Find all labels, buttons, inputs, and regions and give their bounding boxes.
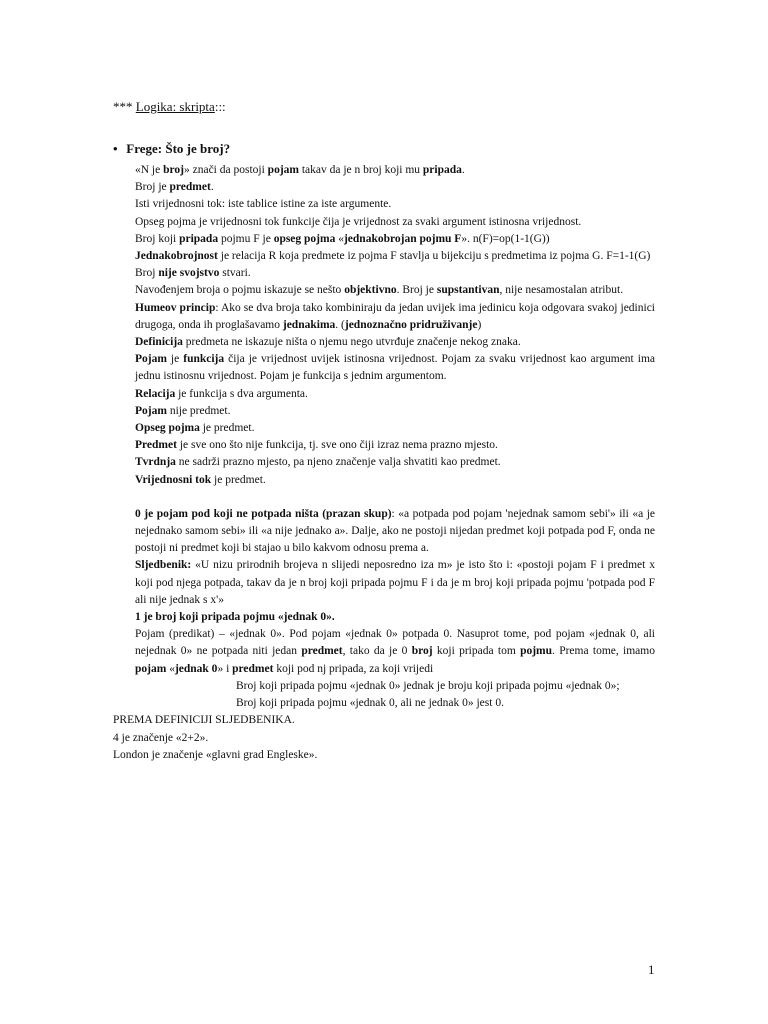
paragraph: Vrijednosni tok je predmet. — [135, 473, 266, 486]
indented-paragraph: Broj koji pripada pojmu «jednak 0, ali ne jednak 0» jest 0. — [236, 697, 504, 710]
bullet-icon: • — [113, 141, 118, 156]
paragraph: Opseg pojma je predmet. — [135, 422, 255, 435]
paragraph: Definicija predmeta ne iskazuje ništa o njemu nego utvrđuje značenje nekog znaka. — [135, 336, 521, 349]
paragraph: «N je broj» znači da postoji pojam takav da je n broj koji mu pripada. — [135, 164, 465, 176]
section-heading-text: Frege: Što je broj? — [126, 141, 231, 156]
paragraph: 0 je pojam pod koji ne potpada ništa (prazan skup): «a potpada pod pojam 'nejednak samom sebi'» ili «a je nejednako samom sebi» ili «a nije jednako a». Dalje, ako ne postoji nijedan predmet koji potpada pod F, onda ne postoji ni predmet koji bi stajao u bilo kakvom odnosu prema a. — [135, 507, 655, 555]
paragraph: Navođenjem broja o pojmu iskazuje se nešto objektivno. Broj je supstantivan, nije nesamostalan atribut. — [135, 284, 624, 297]
section-heading — [113, 140, 230, 157]
paragraph-spacer — [135, 489, 655, 506]
title-suffix: ::: — [214, 99, 226, 114]
paragraph: London je značenje «glavni grad Engleske». — [113, 748, 318, 761]
document-body — [113, 162, 655, 764]
paragraph: Pojam je funkcija čija je vrijednost uvijek istinosna vrijednost. Pojam za svaku vrijednost kao argument ima jednu istinosnu vrijednost. Pojam je funkcija s jednim argumentom. — [135, 353, 655, 383]
paragraph: Relacija je funkcija s dva argumenta. — [135, 387, 308, 400]
title-prefix: *** — [113, 99, 136, 114]
paragraph: Tvrdnja ne sadrži prazno mjesto, pa njeno značenje valja shvatiti kao predmet. — [135, 456, 501, 469]
paragraph: Broj nije svojstvo stvari. — [135, 267, 251, 280]
paragraph: PREMA DEFINICIJI SLJEDBENIKA. — [113, 714, 295, 727]
paragraph: Humeov princip: Ako se dva broja tako kombiniraju da jedan uvijek ima jedinicu koja odgovara svakoj jedinici drugoga, onda ih proglašavamo jednakima. (jednoznačno pridruživanje) — [135, 301, 655, 331]
paragraph: Predmet je sve ono što nije funkcija, tj. sve ono čiji izraz nema prazno mjesto. — [135, 439, 498, 452]
paragraph: 1 je broj koji pripada pojmu «jednak 0». — [135, 611, 335, 624]
page-number: 1 — [648, 962, 655, 977]
paragraph: Sljedbenik: «U nizu prirodnih brojeva n slijedi neposredno iza m» je isto što i: «postoji pojam F i predmet x koji pod njega potpada, takav da je n broj koji pripada pojmu F i da je m broj koji pripada pojmu 'potpada pod F ali nije jednak s x'» — [135, 559, 655, 606]
paragraph: Isti vrijednosni tok: iste tablice istine za iste argumente. — [135, 198, 392, 211]
title-text: Logika: skripta — [135, 99, 215, 114]
paragraph: Pojam nije predmet. — [135, 404, 231, 417]
paragraph: Pojam (predikat) – «jednak 0». Pod pojam «jednak 0» potpada 0. Nasuprot tome, pod pojam «jednak 0, ali nejednak 0» ne potpada niti jedan predmet, tako da je 0 broj koji pripada tom pojmu. Prema tome, imamo pojam «jednak 0» i predmet koji pod nj pripada, za koji vrijedi — [135, 628, 655, 675]
paragraph: Jednakobrojnost je relacija R koja predmete iz pojma F stavlja u bijekciju s predmetima iz pojma G. F=1-1(G) — [135, 250, 651, 263]
paragraph: 4 je značenje «2+2». — [113, 731, 209, 744]
paragraph: Broj koji pripada pojmu F je opseg pojma «jednakobrojan pojmu F». n(F)=op(1-1(G)) — [135, 232, 550, 245]
indented-paragraph: Broj koji pripada pojmu «jednak 0» jednak je broju koji pripada pojmu «jednak 0»; — [236, 679, 620, 692]
paragraph: Broj je predmet. — [135, 181, 214, 194]
document-title — [113, 98, 226, 115]
paragraph: Opseg pojma je vrijednosni tok funkcije čija je vrijednost za svaki argument istinosna vrijednost. — [135, 215, 582, 228]
